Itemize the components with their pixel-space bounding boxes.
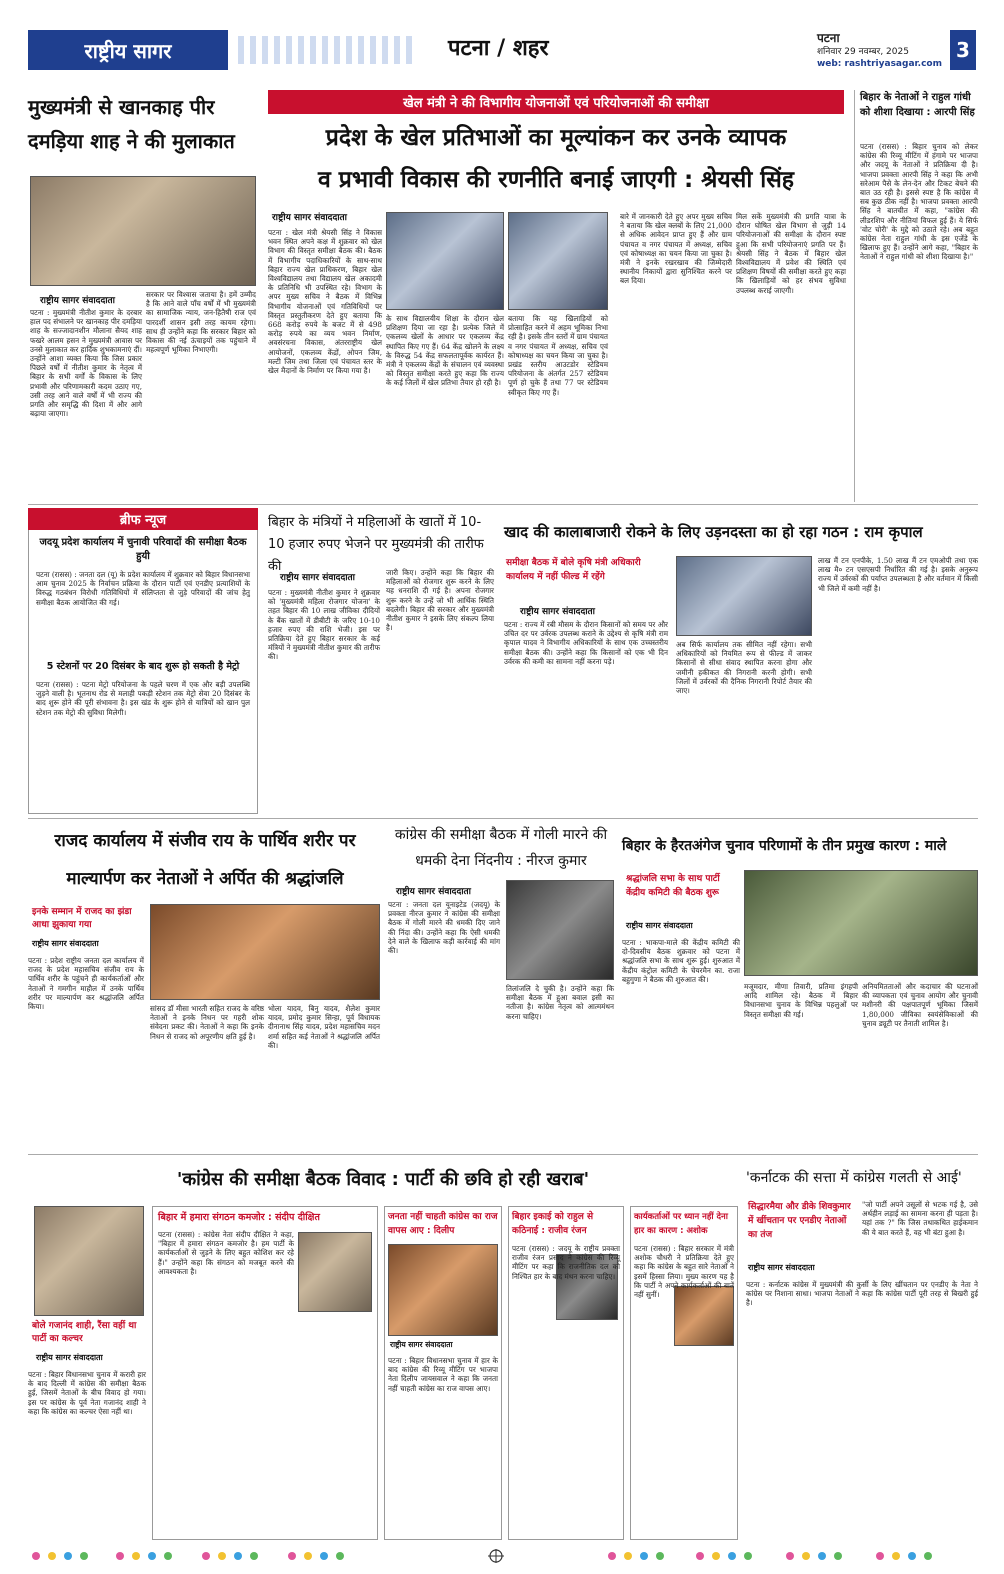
threat-body-1: पटना : जनता दल यूनाइटेड (जदयू) के प्रवक्ता नीरज कुमार ने कांग्रेस की समीक्षा बैठक में गोली मारने की धमकी दिए जाने की निंदा की। उन्होंने कहा कि ऐसी धमकी देने वाले के खिलाफ कड़ी कार्रवाई की मांग की। xyxy=(388,900,500,956)
date-block xyxy=(817,32,942,70)
fertilizer-body-1: पटना : राज्य में रबी मौसम के दौरान किसानों को समय पर और उचित दर पर उर्वरक उपलब्ध कराने के उद्देश्य से कृषि मंत्री राम कृपाल यादव ने विभागीय अधिकारियों के साथ एक उच्चस्तरीय समीक्षा बैठक की। उन्होंने कहा कि किसानों को एक भी दिन उर्वरक की कमी का सामना नहीं करना पड़े। xyxy=(504,620,668,666)
gajanand-byline: राष्ट्रीय सागर संवाददाता xyxy=(36,1353,103,1362)
rajeev-title: बिहार इकाई को राहुल से कठिनाई : राजीव रंजन xyxy=(512,1212,594,1236)
karnataka-body-1: "जो पार्टी अपने उसूलों से भटक गई है, उसे अर्थहीन लड़ाई का सामना करना ही पड़ता है। यहां तक ?" कि जिस तथाकथित हाईकमान की ये बात करते हैं, वह भी बंटा हुआ है। xyxy=(862,1200,978,1237)
lead-photo-1 xyxy=(386,212,504,310)
row-rule xyxy=(28,504,978,505)
threat-byline: राष्ट्रीय सागर संवाददाता xyxy=(396,887,472,897)
fertilizer-headline: खाद की कालाबाजारी रोकने के लिए उड़नदस्ता का हो रहा गठन : राम कृपाल xyxy=(504,523,923,541)
fertilizer-body-3: लाख मैं टन एनपीके, 1.50 लाख मैं टन एमओपी तथा एक लाख मै० टन एसएसपी निर्धारित की गई है। इसके अनुरूप राज्य में उर्वरकों की पर्याप्त उपलब्धता है और वर्तमान में किसी भी जिले में कमी नहीं है। xyxy=(818,556,978,593)
footer-dots-graphic xyxy=(0,1549,1004,1563)
election-body-1: पटना : भाकपा-माले की केंद्रीय कमिटी की दो-दिवसीय बैठक शुक्रवार को पटना में श्रद्धांजलि सभा के साथ शुरू हुई। शुरुआत में केंद्रीय कंट्रोल कमिटी के चेयरमैन का. राजा बहुगुणा ने बैठक की शुरुआत की। xyxy=(622,938,740,984)
row-rule xyxy=(28,818,978,819)
rjd-byline: राष्ट्रीय सागर संवाददाता xyxy=(32,939,99,948)
lead-kicker: खेल मंत्री ने की विभागीय योजनाओं एवं परियोजनाओं की समीक्षा xyxy=(268,90,844,114)
dilip-byline: राष्ट्रीय सागर संवाददाता xyxy=(390,1340,453,1349)
fertilizer-subhead: समीक्षा बैठक में बोले कृषि मंत्री अधिकारी कार्यालय में नहीं फील्ड में रहेंगे xyxy=(506,558,641,582)
gajanand-subhead: बोले गजानंद शाही, रैंसा वहीं था पार्टी का कल्चर xyxy=(32,1321,137,1344)
ashok-title: कार्यकर्ताओं पर ध्यान नहीं देना हार का कारण : अशोक xyxy=(634,1212,728,1236)
rahul-headline: बिहार के नेताओं ने राहुल गांधी को शीशा दिखाया : आरपी सिंह xyxy=(860,92,975,118)
election-headline: बिहार के हैरतअंगेज चुनाव परिणामों के तीन प्रमुख कारण : माले xyxy=(622,838,947,854)
karnataka-body-2: पटना : कर्नाटक कांग्रेस में मुख्यमंत्री की कुर्सी के लिए खींचतान पर एनडीए के नेता ने कांग्रेस पर निशाना साधा। भाजपा नेताओं ने कहा कि कांग्रेस पार्टी पूरी तरह से बिखरी हुई है। xyxy=(746,1280,978,1308)
lead-headline-2: व प्रभावी विकास की रणनीति बनाई जाएगी : श्रेयसी सिंह xyxy=(317,167,794,193)
election-body-2: मजूमदार, मीणा तिवारी, प्रतिमा इंगहपी आदि शामिल रहे। बैठक में बिहार विधानसभा चुनाव के विभिन्न पहलुओं पर विस्तृत समीक्षा की गई। xyxy=(744,982,858,1019)
lead-body-5: मिल सकें मुख्यमंत्री की प्रगति यात्रा के दौरान घोषित खेल विभाग से जुड़ी 14 परियोजनाओं की समीक्षा के दौरान स्पष्ट हुआ कि सभी परियोजनाएं प्रगति पर हैं। श्रेयसी सिंह ने बैठक में बिहार खेल विश्वविद्यालय में प्रवेश की स्थिति एवं प्रशिक्षण विषयों की समीक्षा करते हुए कहा कि खिलाड़ियों को हर संभव सुविधा उपलब्ध कराई जाएगी। xyxy=(736,212,846,295)
threat-headline: कांग्रेस की समीक्षा बैठक में गोली मारने की धमकी देना निंदनीय : नीरज कुमार xyxy=(394,827,608,869)
lead-body-2: के साथ विद्यालयीय शिक्षा के दौरान खेल प्रशिक्षण दिया जा रहा है। प्रत्येक जिले में एकलव्य खेलों के आधार पर एकलव्य केंद्र स्थापित किए गए हैं। 64 केंद्र खोलने के लक्ष्य के विरुद्ध 54 केंद्र सफलतापूर्वक कार्यरत हैं। मंत्री ने एकलव्य केंद्रों के संचालन एवं व्यवस्था को विस्तृत समीक्षा करते हुए कहा कि राज्य के कई जिलों में खेल प्रतिभा तैयार हो रही है। xyxy=(386,314,504,388)
fertilizer-photo xyxy=(676,556,812,636)
brief-body-1: पटना (रासस) : जनता दल (यू) के प्रदेश कार्यालय में शुक्रवार को बिहार विधानसभा आम चुनाव 2025 के निर्वाचन प्रक्रिया के दौरान पार्टी एवं एनडीए प्रत्याशियों के विरुद्ध गठबंधन विरोधी गतिविधियों में संलिप्तता से जुड़े परिवादों की जांच हेतु समीक्षा बैठक आयोजित की गई। xyxy=(36,570,250,607)
issue-date: शनिवार 29 नवम्बर, 2025 xyxy=(816,47,909,57)
page-number: 3 xyxy=(950,30,976,70)
election-subhead: श्रद्धांजलि सभा के साथ पार्टी केंद्रीय कमिटी की बैठक शुरू xyxy=(626,874,720,898)
khankah-byline: राष्ट्रीय सागर संवाददाता xyxy=(40,296,116,306)
masthead xyxy=(28,30,976,70)
fertilizer-byline: राष्ट्रीय सागर संवाददाता xyxy=(520,607,596,617)
lead-byline: राष्ट्रीय सागर संवाददाता xyxy=(272,213,348,223)
ashok-body: पटना (रासस) : बिहार सरकार में मंत्री अशोक चौधरी ने प्रतिक्रिया देते हुए कहा कि कांग्रेस के बहुत सारे नेताओं ने इसमें हिस्सा लिया। मुख्य कारण यह है कि पार्टी ने अपने कार्यकर्ताओं की बातें नहीं सुनीं। xyxy=(634,1244,734,1300)
brief-headline-1: जदयू प्रदेश कार्यालय में चुनावी परिवादों की समीक्षा बैठक हुयी xyxy=(39,537,247,562)
row-rule xyxy=(28,1154,978,1155)
column-rule xyxy=(854,90,855,502)
gajanand-body: पटना : बिहार विधानसभा चुनाव में करारी हार के बाद दिल्ली में कांग्रेस की समीक्षा बैठक हुई, जिसमें नेताओं के बीच विवाद हो गया। इस पर कांग्रेस के पूर्व नेता गजानंद शाही ने कहा कि कांग्रेस का कल्चर ऐसा नहीं था। xyxy=(28,1370,146,1416)
threat-body-2: तिलांजलि दे चुकी है। उन्होंने कहा कि समीक्षा बैठक में हुआ बवाल इसी का नतीजा है। कांग्रेस नेतृत्व को आत्ममंथन करना चाहिए। xyxy=(506,984,614,1021)
rjd-body-3: भोला यादव, बिनु यादव, शैलेश कुमार यादव, प्रमोद कुमार सिन्हा, पूर्व विधायक दीनानाथ सिंह यादव, प्रदेश महासचिव मदन शर्मा सहित कई नेताओं ने श्रद्धांजलि अर्पित की। xyxy=(268,1004,380,1050)
khankah-body-2: सरकार पर विश्वास जताया है। हमें उम्मीद है कि आने वाले पाँच वर्षों में भी मुख्यमंत्री का सामाजिक न्याय, जन-हितैषी राज एवं पारदर्शी शासन इसी तरह कायम रहेगा। साथ ही उन्होंने कहा कि सरकार बिहार को विकास की नई ऊंचाइयों तक पहुंचाने में महत्वपूर्ण भूमिका निभाएगी। xyxy=(146,290,256,355)
sandeep-title: बिहार में हमारा संगठन कमजोर : संदीप दीक्षित xyxy=(158,1212,320,1223)
karnataka-headline: 'कर्नाटक की सत्ता में कांग्रेस गलती से आई' xyxy=(746,1170,962,1186)
election-body-3: अनियमितताओं और कदाचार की घटनाओं की व्यापकता एवं चुनाव आयोग और चुनावी मशीनरी की पक्षपातपूर्ण भूमिका जिसमें 1,80,000 जीविका स्वयंसेविकाओं की चुनाव ड्यूटी पर तैनाती शामिल है। xyxy=(862,982,978,1028)
section-title: पटना / शहर xyxy=(448,36,549,61)
brief-body-2: पटना (रासस) : पटना मेट्रो परियोजना के पहले चरण में एक और बड़ी उपलब्धि जुड़ने वाली है। भूतनाथ रोड से मलाही पकड़ी स्टेशन तक मेट्रो सेवा 20 दिसंबर के बाद शुरू होने की पूरी संभावना है। इस खंड के शुरू होने से यात्रियों को खान पुल स्टेशन तक मेट्रो की सुविधा मिलेगी। xyxy=(36,680,250,717)
women-headline: बिहार के मंत्रियों ने महिलाओं के खातों में 10-10 हजार रुपए भेजने पर मुख्यमंत्री की तारीफ की xyxy=(268,515,484,574)
women-body-1: पटना : मुख्यमंत्री नीतीश कुमार ने शुक्रवार को 'मुख्यमंत्री महिला रोजगार योजना' के तहत बिहार की 10 लाख जीविका दीदियों के बैंक खातों में डीबीटी के जरिए 10-10 हजार रुपए की राशि भेजी। इस पर प्रतिक्रिया देते हुए बिहार सरकार के कई मंत्रियों ने मुख्यमंत्री नीतीश कुमार की तारीफ की। xyxy=(268,588,380,662)
dilip-body: पटना : बिहार विधानसभा चुनाव में हार के बाद कांग्रेस की रिव्यू मीटिंग पर भाजपा नेता दिलीप जायसवाल ने कहा कि जनता नहीं चाहती कांग्रेस का राज वापस आए। xyxy=(388,1356,498,1393)
footer-ornament xyxy=(0,1548,1004,1562)
brief-label: ब्रीफ न्यूज xyxy=(28,508,258,530)
lead-body-3: बताया कि यह खिलाड़ियों को प्रोत्साहित करने में अहम भूमिका निभा रही है। इसके तीन स्तरों में ग्राम पंचायत व नगर पंचायत में अध्यक्ष, सचिव एवं कोषाध्यक्ष का चयन किया जा चुका है। प्रखंड स्तरीय आउटडोर स्टेडियम परियोजना के अंतर्गत 257 स्टेडियम पूर्ण हो चुके हैं तथा 77 पर स्टेडियम स्वीकृत किए गए हैं। xyxy=(508,314,608,397)
karnataka-byline: राष्ट्रीय सागर संवाददाता xyxy=(748,1263,815,1272)
women-byline: राष्ट्रीय सागर संवाददाता xyxy=(280,573,356,583)
election-byline: राष्ट्रीय सागर संवाददाता xyxy=(626,921,693,930)
khankah-body-1: पटना : मुख्यमंत्री नीतीश कुमार के दरबार हाल पद संभालने पर खानकाह पीर दमड़िया शाह के सज्जादानशीन मौलाना सैयद शाह फखरे आलम हसन ने मुख्यमंत्री आवास पर उनसे मुलाकात कर हार्दिक शुभकामनाएं दीं। उन्होंने आशा व्यक्त किया कि जिस प्रकार पिछले वर्षों में नीतीश कुमार के नेतृत्व में बिहार के सभी वर्गों के विकास के लिए प्रभावी और परिणामकारी कदम उठाए गए, उसी तरह आने वाले वर्षों में भी राज्य की प्रगति और समृद्धि की दिशा में और आगे बढ़ाया जाएगा। xyxy=(30,308,142,419)
women-body-2: जारी किए। उन्होंने कहा कि बिहार की महिलाओं को रोजगार शुरू करने के लिए यह धनराशि दी गई है। अपना रोजगार शुरू करने के उन्हें जो भी आर्थिक स्थिति बदलेगी। बिहार की सरकार और मुख्यमंत्री नीतीश कुमार ने इसके लिए संकल्प लिया है। xyxy=(386,568,494,633)
sandeep-body: पटना (रासस) : कांग्रेस नेता संदीप दीक्षित ने कहा, "बिहार में हमारा संगठन कमजोर है। हम पार्टी के कार्यकर्ताओं से जुड़ने के लिए बहुत कोशिश कर रहे हैं।" उन्होंने कहा कि संगठन को मजबूत करने की आवश्यकता है। xyxy=(158,1230,294,1276)
karnataka-subhead: सिद्धारमैया और डीके शिवकुमार में खींचतान पर एनडीए नेताओं का तंज xyxy=(748,1202,851,1240)
rjd-subhead: इनके सम्मान में राजद का झंडा आधा झुकाया गया xyxy=(32,907,132,930)
dilip-photo xyxy=(388,1244,498,1336)
rajeev-body: पटना (रासस) : जदयू के राष्ट्रीय प्रवक्ता राजीव रंजन प्रसाद ने कांग्रेस की रिव्यू मीटिंग पर कहा कि राजनीतिक दल को निश्चित हार के बाद मंथन करना चाहिए। xyxy=(512,1244,620,1281)
lead-body-4: बारे में जानकारी देते हुए अपर मुख्य सचिव ने बताया कि खेल क्लबों के लिए 21,000 से अधिक आवेदन प्राप्त हुए हैं और ग्राम पंचायत व नगर पंचायत में अध्यक्ष, सचिव एवं कोषाध्यक्ष का चयन किया जा चुका है। मंत्री ने इनके रखरखाव की जिम्मेदारी स्थानीय निकायों द्वारा सुनिश्चित करने पर बल दिया। xyxy=(620,212,732,286)
website[interactable]: web: rashtriyasagar.com xyxy=(816,59,942,69)
khankah-title: मुख्यमंत्री से खानकाह पीर दमड़िया शाह ने की मुलाकात xyxy=(28,95,235,153)
fertilizer-body-2: अब सिर्फ कार्यालय तक सीमित नहीं रहेगा। सभी अधिकारियों को नियमित रूप से फील्ड में जाकर किसानों से सीधा संवाद स्थापित करना होगा और जमीनी हकीकत की निगरानी करनी होगी। सभी जिलों में उर्वरकों की दैनिक निगरानी रिपोर्ट तैयार की जाए। xyxy=(676,640,812,696)
khankah-photo xyxy=(30,176,256,286)
dilip-title: जनता नहीं चाहती कांग्रेस का राज वापस आए : दिलीप xyxy=(388,1212,498,1236)
lead-body-1: पटना : खेल मंत्री श्रेयसी सिंह ने विकास भवन स्थित अपने कक्ष में शुक्रवार को खेल विभाग की विस्तृत समीक्षा बैठक की। बैठक में विभागीय पदाधिकारियों के साथ-साथ बिहार राज्य खेल प्राधिकरण, बिहार खेल विश्वविद्यालय तथा विद्यालय खेल अकादमी के प्रतिनिधि भी उपस्थित रहे। विभाग के अपर मुख्य सचिव ने बैठक में विभिन्न विभागीय योजनाओं एवं गतिविधियों पर विस्तृत प्रस्तुतीकरण देते हुए बताया कि 668 करोड़ रुपये के बजट में से 498 करोड़ रुपये का व्यय भवन निर्माण, अवसंरचना विकास, अंतरराष्ट्रीय खेल आयोजनों, एकलव्य केंद्रों, ओपन जिम, मल्टी जिम तथा जिला एवं पंचायत स्तर के खेल मैदानों के निर्माण पर किया गया है। xyxy=(268,228,382,376)
dispute-headline: 'कांग्रेस की समीक्षा बैठक विवाद : पार्टी की छवि हो रही खराब' xyxy=(176,1169,590,1190)
sandeep-photo xyxy=(298,1232,372,1312)
city-label: पटना xyxy=(816,31,840,45)
brand-logo: राष्ट्रीय सागर xyxy=(28,30,228,70)
election-photo xyxy=(744,870,978,976)
khankah-headline xyxy=(28,90,256,170)
lead-photo-2 xyxy=(508,212,608,310)
rjd-headline: राजद कार्यालय में संजीव राय के पार्थिव शरीर पर माल्यार्पण कर नेताओं ने अर्पित की श्रद्धांजलि xyxy=(54,831,356,889)
rjd-photo xyxy=(150,904,380,1000)
brief-headline-2: 5 स्टेशनों पर 20 दिसंबर के बाद शुरू हो सकती है मेट्रो xyxy=(46,661,240,672)
masthead-pattern xyxy=(238,36,418,64)
rahul-body: पटना (रासस) : बिहार चुनाव को लेकर कांग्रेस की रिव्यू मीटिंग में हंगामे पर भाजपा और जदयू के नेताओं ने प्रतिक्रिया दी है। भाजपा प्रवक्ता आरपी सिंह ने कहा कि अभी सरेआम पैसे के लेन-देन और टिकट बेचने की बात उठ रही है। इससे स्पष्ट है कि कांग्रेस में सब कुछ ठीक नहीं है। भाजपा प्रवक्ता आरपी सिंह ने बातचीत में कहा, "कांग्रेस की लीडरशिप और नीतियां विफल हुई हैं। ये सिर्फ 'वोट चोरी' के मुद्दे को उठाते रहे। अब बहुत कांग्रेस नेता राहुल गांधी के इस एजेंडे के खिलाफ हुए हैं। उन्होंने आगे कहा, "बिहार के नेताओं ने राहुल गांधी को शीशा दिखाया है।" xyxy=(860,142,978,262)
rjd-body-1: पटना : प्रदेश राष्ट्रीय जनता दल कार्यालय में राजद के प्रदेश महासचिव संजीव राय के पार्थिव शरीर के पहुंचने ही कार्यकर्ताओं और नेताओं ने गमगीन माहौल में उनके पार्थिव शरीर पर माल्यार्पण कर श्रद्धांजलि अर्पित किया। xyxy=(28,956,144,1012)
gajanand-photo xyxy=(34,1206,144,1316)
rjd-body-2: सांसद डॉ मीसा भारती सहित राजद के वरिष्ठ नेताओं ने इनके निधन पर गहरी शोक संवेदना प्रकट की। नेताओं ने कहा कि इनके निधन से राजद को अपूरणीय क्षति हुई है। xyxy=(150,1004,264,1041)
threat-photo xyxy=(506,880,614,980)
lead-headline-1: प्रदेश के खेल प्रतिभाओं का मूल्यांकन कर उनके व्यापक xyxy=(325,125,787,151)
